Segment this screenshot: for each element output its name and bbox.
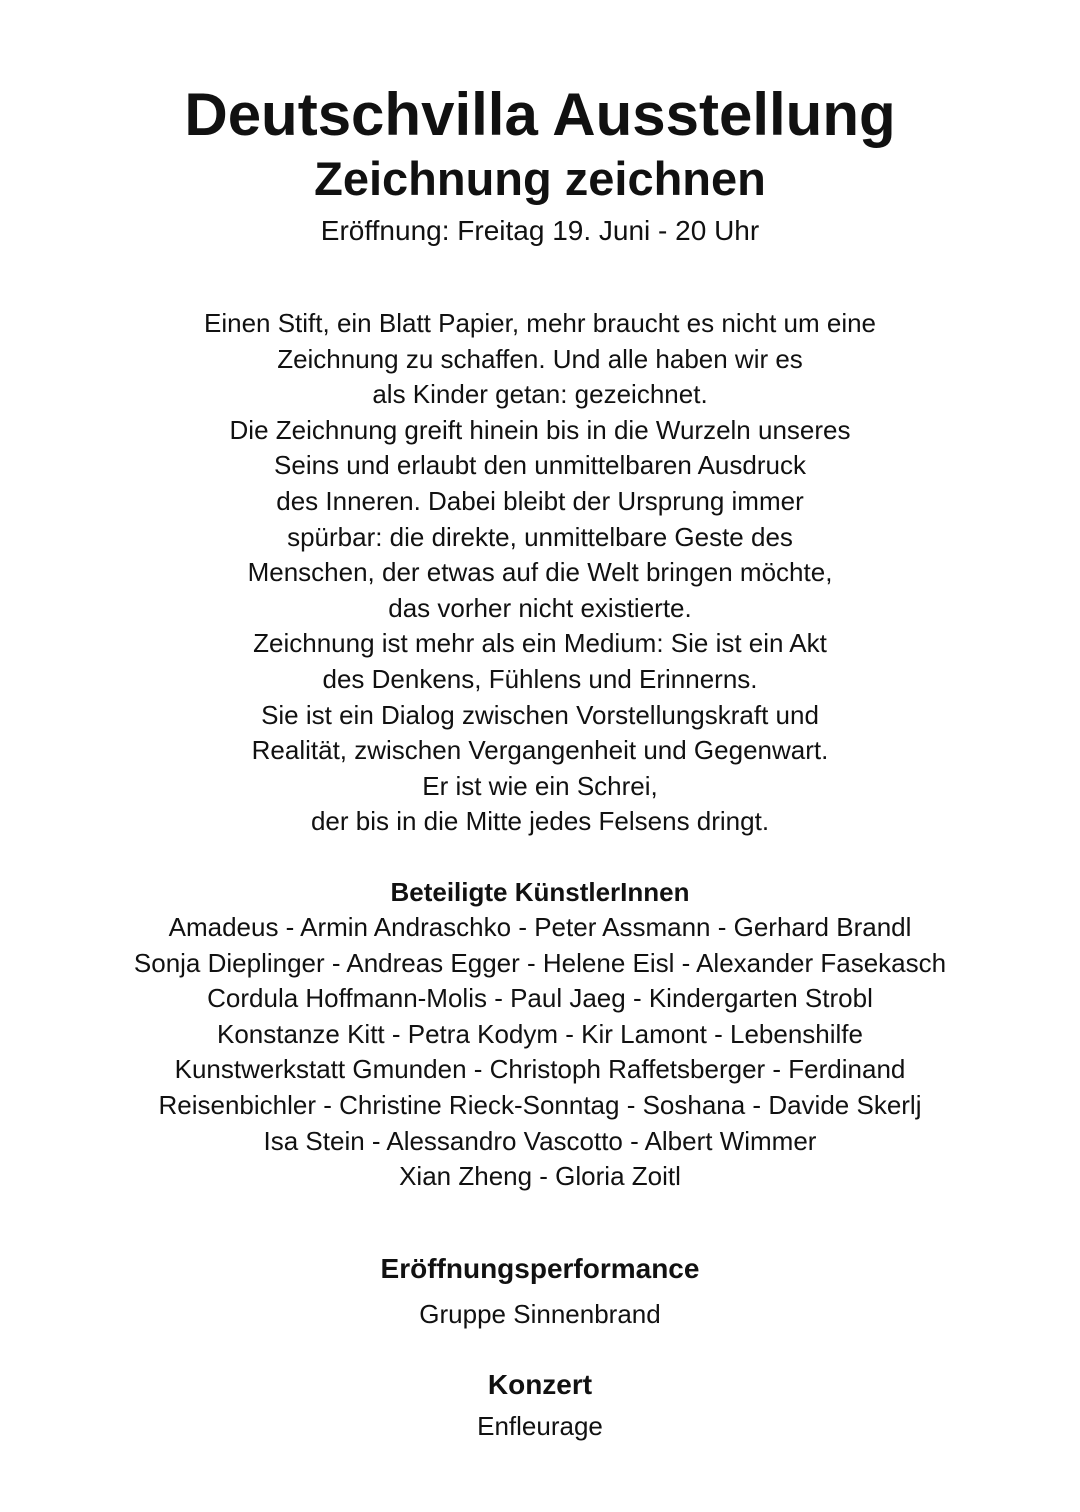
description-line: der bis in die Mitte jedes Felsens dringt. (310, 806, 770, 837)
description-line: das vorher nicht existierte. (388, 592, 692, 623)
page-title: Deutschvilla Ausstellung (184, 81, 896, 148)
artists-line: Amadeus - Armin Andraschko - Peter Assmann - Gerhard Brandl (168, 912, 912, 942)
description-line: Seins und erlaubt den unmittelbaren Ausdruck (274, 450, 806, 481)
description-line: Zeichnung ist mehr als ein Medium: Sie ist ein Akt (253, 628, 827, 659)
artists-line: Reisenbichler - Christine Rieck-Sonntag - Soshana - Davide Skerlj (158, 1089, 922, 1120)
opening-date: Eröffnung: Freitag 19. Juni - 20 Uhr (320, 215, 760, 246)
description-line: spürbar: die direkte, unmittelbare Geste des (287, 521, 793, 552)
artists-list (0, 910, 1080, 1195)
artists-line: Kunstwerkstatt Gmunden - Christoph Raffetsberger - Ferdinand (174, 1054, 906, 1085)
description-line: Realität, zwischen Vergangenheit und Gegenwart. (251, 735, 829, 766)
description-line: als Kinder getan: gezeichnet. (372, 379, 708, 410)
artists-line: Xian Zheng - Gloria Zoitl (399, 1161, 681, 1192)
description-line: Die Zeichnung greift hinein bis in die Wurzeln unseres (229, 414, 851, 445)
artists-heading: Beteiligte KünstlerInnen (390, 877, 690, 907)
description-line: Sie ist ein Dialog zwischen Vorstellungskraft und (261, 699, 819, 730)
description-text (0, 306, 1080, 840)
performance-value: Gruppe Sinnenbrand (419, 1299, 661, 1329)
description-line: Zeichnung zu schaffen. Und alle haben wir es (277, 343, 803, 374)
artists-line: Isa Stein - Alessandro Vascotto - Albert Wimmer (263, 1125, 817, 1156)
artists-line: Cordula Hoffmann-Molis - Paul Jaeg - Kindergarten Strobl (207, 983, 873, 1014)
concert-value: Enfleurage (477, 1411, 603, 1441)
page-subtitle: Zeichnung zeichnen (314, 152, 766, 205)
artists-line: Sonja Dieplinger - Andreas Egger - Helene Eisl - Alexander Fasekasch (133, 947, 947, 978)
artists-line: Konstanze Kitt - Petra Kodym - Kir Lamont - Lebenshilfe (217, 1018, 863, 1049)
performance-heading: Eröffnungsperformance (380, 1253, 700, 1284)
description-line: des Denkens, Fühlens und Erinnerns. (322, 663, 758, 694)
description-line: Er ist wie ein Schrei, (422, 770, 658, 801)
concert-heading: Konzert (487, 1369, 593, 1400)
description-line: Einen Stift, ein Blatt Papier, mehr braucht es nicht um eine (203, 308, 877, 338)
description-line: Menschen, der etwas auf die Welt bringen möchte, (247, 557, 833, 588)
description-line: des Inneren. Dabei bleibt der Ursprung immer (276, 485, 804, 516)
